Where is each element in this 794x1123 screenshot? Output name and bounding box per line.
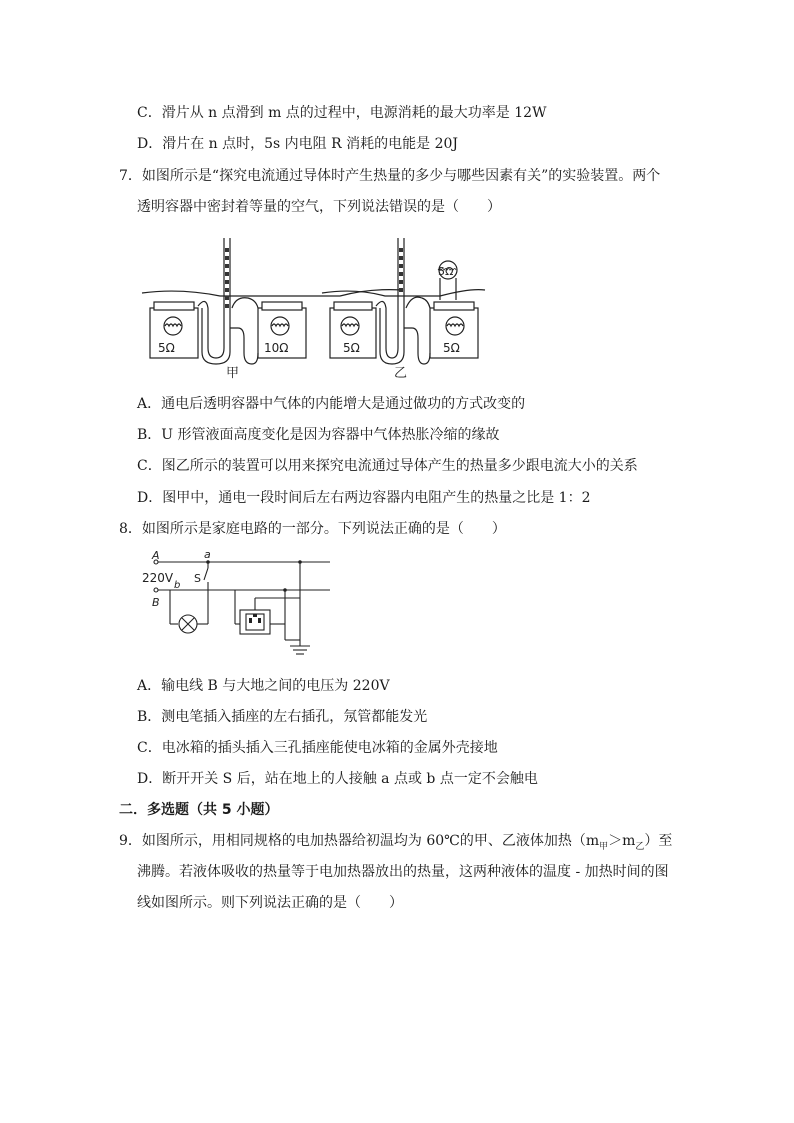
q6-option-c: C．滑片从 n 点滑到 m 点的过程中，电源消耗的最大功率是 12W	[137, 105, 547, 121]
q7-figure	[140, 228, 490, 383]
label-b-point: b	[174, 580, 181, 591]
q8-option-b: B．测电笔插入插座的左右插孔，氖管都能发光	[137, 709, 428, 725]
jia-caption: 甲	[226, 366, 240, 381]
jia-wire	[142, 290, 402, 296]
yi-top-resistance: 5Ω	[438, 265, 454, 278]
q7-stem-line2: 透明容器中密封着等量的空气，下列说法错误的是（ ）	[137, 199, 501, 215]
q7-stem-line1: 7．如图所示是“探究电流通过导体时产生热量的多少与哪些因素有关”的实验装置。两个	[119, 168, 661, 184]
jia-right-resistance: 10Ω	[264, 341, 289, 355]
yi-caption: 乙	[394, 366, 408, 381]
yi-right-resistance: 5Ω	[443, 341, 460, 355]
section-heading-multiple-choice: 二．多选题（共 5 小题）	[119, 802, 279, 818]
jia-left-resistance: 5Ω	[158, 341, 175, 355]
jia-liquid-marks	[225, 248, 229, 308]
q8-option-c: C．电冰箱的插头插入三孔插座能使电冰箱的金属外壳接地	[137, 740, 498, 756]
q7-option-b: B．U 形管液面高度变化是因为容器中气体热胀冷缩的缘故	[137, 427, 500, 443]
label-b-upper: B	[152, 596, 160, 609]
switch-s	[204, 568, 208, 580]
yi-liquid-marks	[399, 248, 403, 292]
label-a-point: a	[204, 548, 211, 561]
q8-option-d: D．断开开关 S 后，站在地上的人接触 a 点或 b 点一定不会触电	[137, 771, 538, 787]
q7-option-a: A．通电后透明容器中气体的内能增大是通过做功的方式改变的	[137, 396, 526, 412]
q8-option-a: A．输电线 B 与大地之间的电压为 220V	[137, 678, 390, 694]
q7-option-d: D．图甲中，通电一段时间后左右两边容器内电阻产生的热量之比是 1：2	[137, 490, 591, 506]
q8-stem: 8．如图所示是家庭电路的一部分。下列说法正确的是（ ）	[119, 521, 506, 537]
label-a-upper: A	[152, 549, 160, 562]
label-switch: S	[194, 572, 201, 585]
label-voltage: 220V	[142, 571, 174, 585]
q6-option-d: D．滑片在 n 点时，5s 内电阻 R 消耗的电能是 20J	[137, 136, 459, 152]
yi-left-resistance: 5Ω	[343, 341, 360, 355]
q7-option-c: C．图乙所示的装置可以用来探究电流通过导体产生的热量多少跟电流大小的关系	[137, 458, 638, 474]
q9-stem-line2: 沸腾。若液体吸收的热量等于电加热器放出的热量，这两种液体的温度 - 加热时间的图	[137, 864, 669, 880]
q9-stem-line1: 9．如图所示，用相同规格的电加热器给初温均为 60℃的甲、乙液体加热$(m_甲>m_乙)$至	[119, 833, 673, 852]
q8-circuit-figure	[140, 548, 340, 666]
q9-stem-line3: 线如图所示。则下列说法正确的是（ ）	[137, 895, 403, 911]
